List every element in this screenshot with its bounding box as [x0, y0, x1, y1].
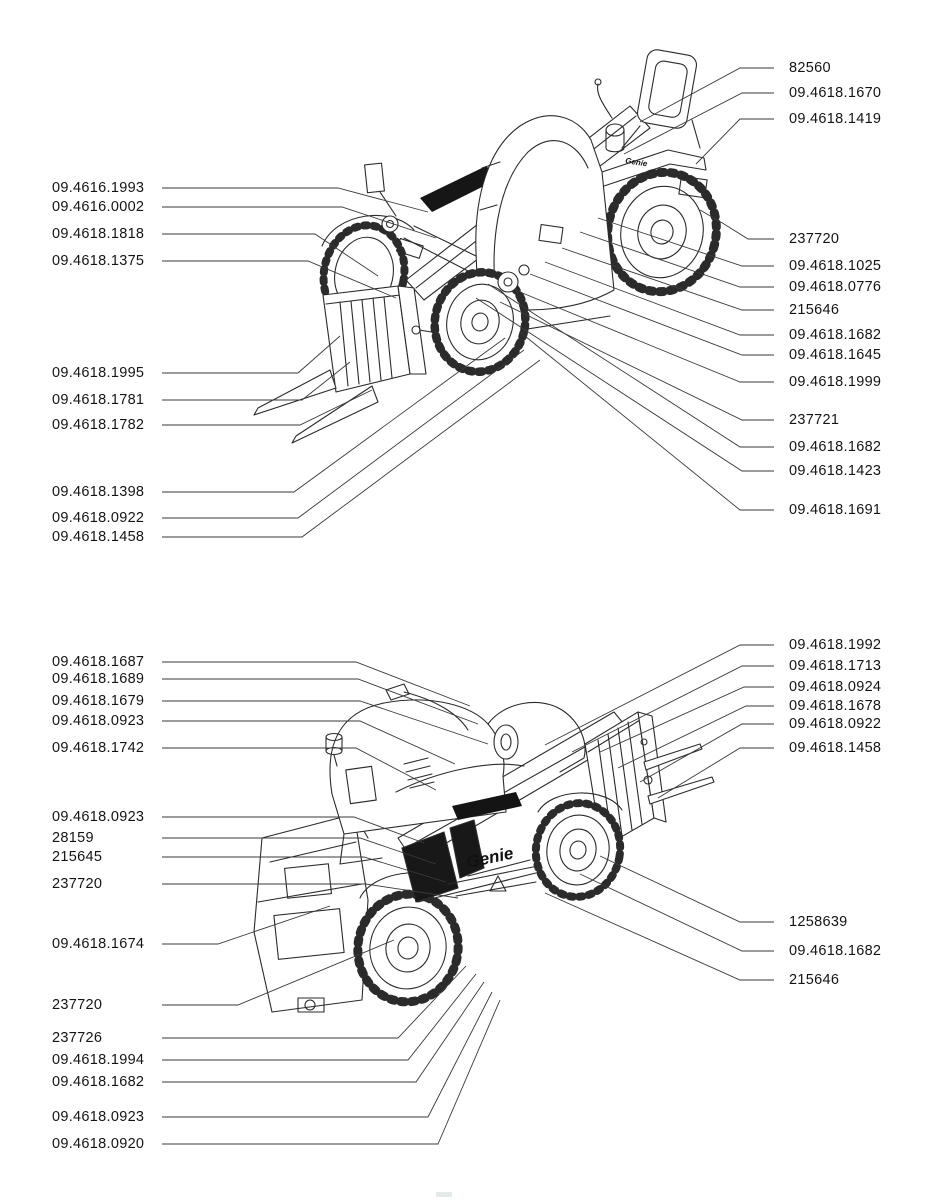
part-number-label: 09.4618.1679: [52, 693, 145, 709]
part-number-label: 09.4618.1689: [52, 671, 145, 687]
part-number-label: 09.4618.1645: [789, 347, 882, 363]
part-number-label: 09.4618.1678: [789, 698, 882, 714]
mirror: [365, 163, 396, 216]
part-number-label: 09.4618.1375: [52, 253, 145, 269]
counterweight: [254, 814, 368, 1012]
part-number-label: 09.4618.1818: [52, 226, 145, 242]
part-number-label: 82560: [789, 60, 831, 76]
part-number-label: 237726: [52, 1030, 103, 1046]
part-number-label: 215645: [52, 849, 103, 865]
part-number-label: 09.4618.1691: [789, 502, 882, 518]
part-number-label: 28159: [52, 830, 94, 846]
part-number-label: 09.4618.1670: [789, 85, 882, 101]
part-number-label: 09.4618.0776: [789, 279, 882, 295]
part-number-label: 09.4618.1419: [789, 111, 882, 127]
part-number-label: 09.4618.1992: [789, 637, 882, 653]
part-number-label: 237720: [52, 997, 103, 1013]
bottom-machine-drawing: [254, 684, 714, 1012]
part-number-label: 09.4618.1994: [52, 1052, 145, 1068]
part-number-label: 09.4618.0923: [52, 1109, 145, 1125]
genie-logo-bottom: Genie: [464, 843, 516, 872]
part-number-label: 215646: [789, 972, 840, 988]
part-number-label: 09.4618.1458: [52, 529, 145, 545]
headlight: [382, 216, 398, 232]
part-number-label: 09.4618.1682: [789, 943, 882, 959]
part-number-label: 09.4616.1993: [52, 180, 145, 196]
part-number-label: 09.4618.1682: [789, 439, 882, 455]
part-number-label: 09.4618.1025: [789, 258, 882, 274]
part-number-label: 09.4618.0924: [789, 679, 882, 695]
part-number-label: 09.4618.1398: [52, 484, 145, 500]
part-number-label: 09.4618.1781: [52, 392, 145, 408]
part-number-label: 09.4618.1674: [52, 936, 145, 952]
part-number-label: 09.4618.0922: [789, 716, 882, 732]
part-number-label: 237720: [789, 231, 840, 247]
part-number-label: 215646: [789, 302, 840, 318]
part-number-label: 237720: [52, 876, 103, 892]
part-number-label: 09.4618.0922: [52, 510, 145, 526]
part-number-label: 09.4618.1458: [789, 740, 882, 756]
part-number-label: 09.4618.1682: [789, 327, 882, 343]
hydraulic-fitting: [498, 272, 518, 292]
part-number-label: 09.4618.0923: [52, 713, 145, 729]
part-number-label: 09.4618.0923: [52, 809, 145, 825]
part-number-label: 1258639: [789, 914, 848, 930]
fork-carriage: [323, 286, 426, 392]
part-number-label: 09.4618.1423: [789, 463, 882, 479]
part-number-label: 09.4618.1999: [789, 374, 882, 390]
bottom-leader-lines: [162, 645, 774, 1144]
top-machine-drawing: [254, 48, 729, 443]
genie-logo-top: Genie: [624, 156, 649, 169]
part-number-label: 09.4618.1713: [789, 658, 882, 674]
part-number-label: 09.4618.1782: [52, 417, 145, 433]
part-number-label: 09.4618.1742: [52, 740, 145, 756]
footer-artifact: [436, 1192, 452, 1197]
part-number-label: 237721: [789, 412, 840, 428]
part-number-label: 09.4618.1687: [52, 654, 145, 670]
part-number-label: 09.4618.1682: [52, 1074, 145, 1090]
part-number-label: 09.4618.0920: [52, 1136, 145, 1152]
part-number-label: 09.4618.1995: [52, 365, 145, 381]
part-number-label: 09.4616.0002: [52, 199, 145, 215]
